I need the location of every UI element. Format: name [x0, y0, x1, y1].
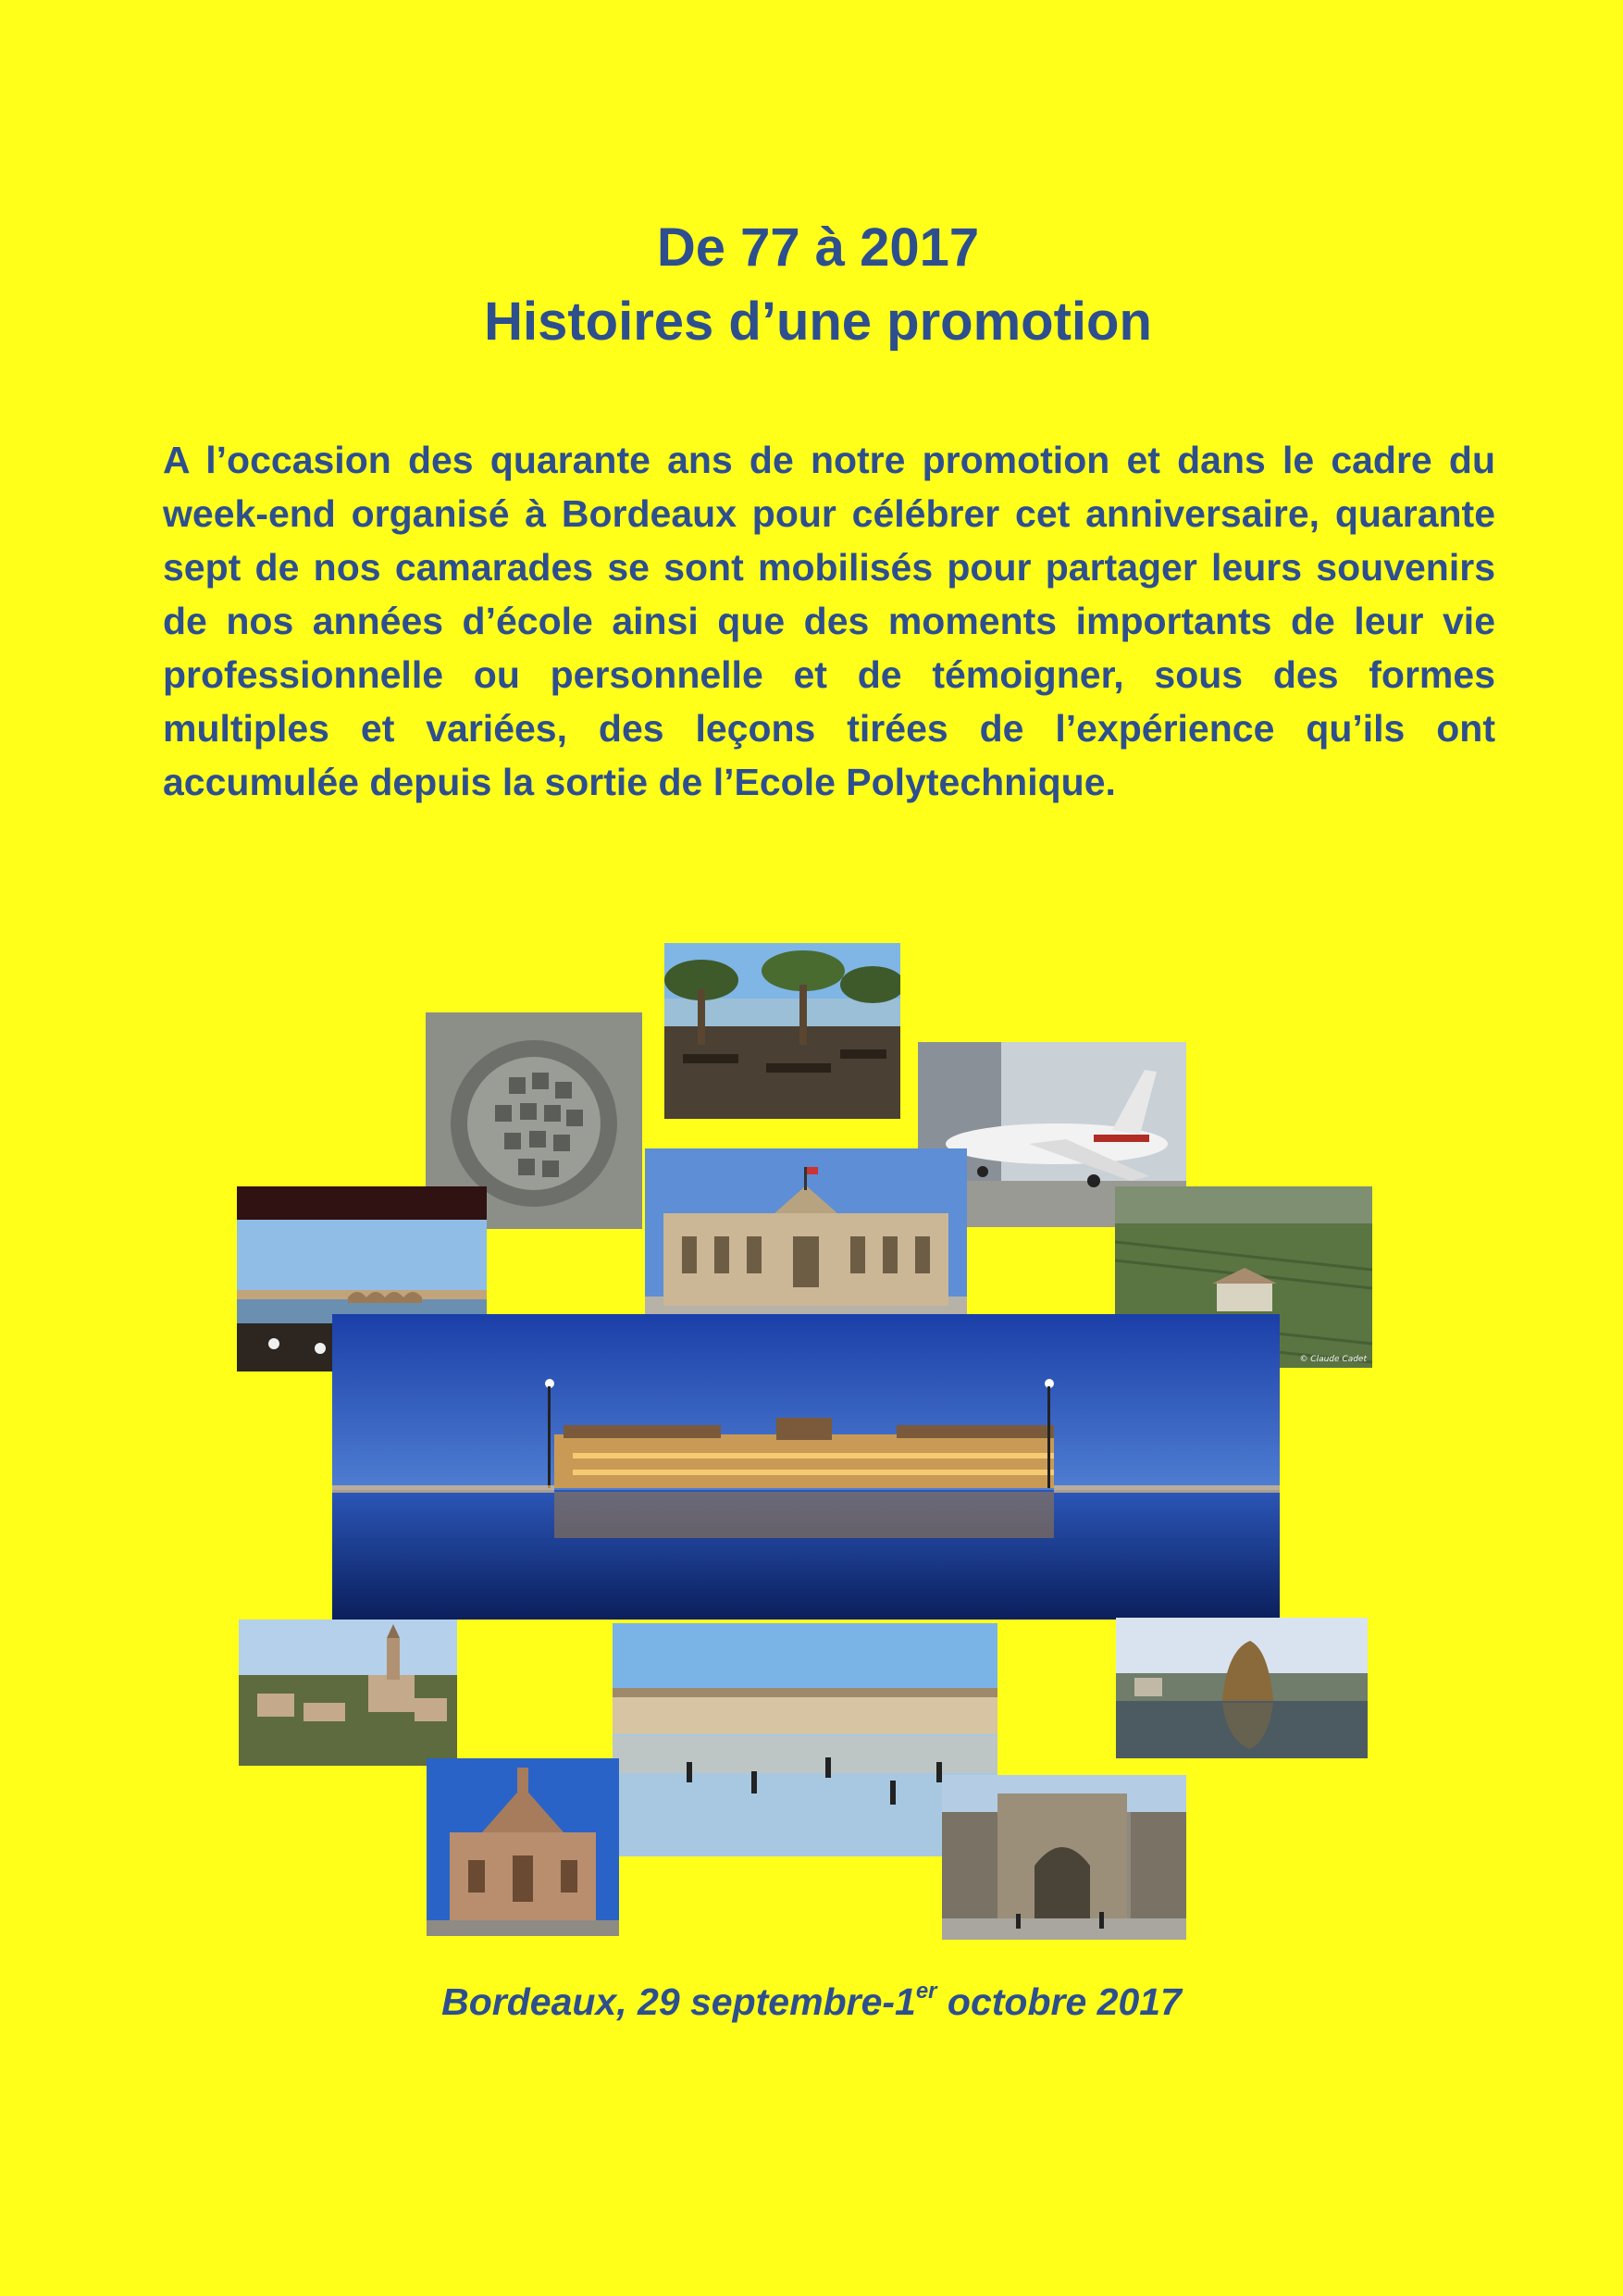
photo-saint-emilion-village	[239, 1620, 457, 1766]
photo-place-de-la-bourse-panorama	[332, 1314, 1280, 1620]
caption-superscript: er	[915, 1979, 937, 2004]
photo-credit: © Claude Cadet	[1299, 1355, 1367, 1364]
intro-paragraph: A l’occasion des quarante ans de notre promotion et dans le cadre du week-end organisé à Bordeaux pour célébrer cet anniversaire, quarante sept de nos camarades se sont mobilisés pour partager leurs souvenirs de nos années d’école ainsi que des moments importants de leur vie professionnelle ou personnelle et de témoigner, sous des formes multiples et variées, des leçons tirées de l’expérience qu’ils ont accumulée depuis la sortie de l’Ecole Polytechnique.	[163, 439, 1495, 803]
title-line-2: Histoires d’une promotion	[484, 292, 1152, 352]
photo-terrace-palms	[664, 943, 900, 1119]
caption-text: Bordeaux, 29 septembre-1	[441, 1980, 916, 2023]
title-line-1: De 77 à 2017	[656, 217, 980, 278]
photo-water-mirror-people	[613, 1623, 997, 1856]
caption-text-end: octobre 2017	[936, 1980, 1182, 2023]
photo-baroque-church	[427, 1758, 619, 1936]
photo-stone-gate-street	[942, 1775, 1186, 1940]
page-title	[0, 211, 1623, 359]
photo-cite-du-vin	[1116, 1618, 1368, 1758]
event-caption	[0, 1980, 1623, 2024]
